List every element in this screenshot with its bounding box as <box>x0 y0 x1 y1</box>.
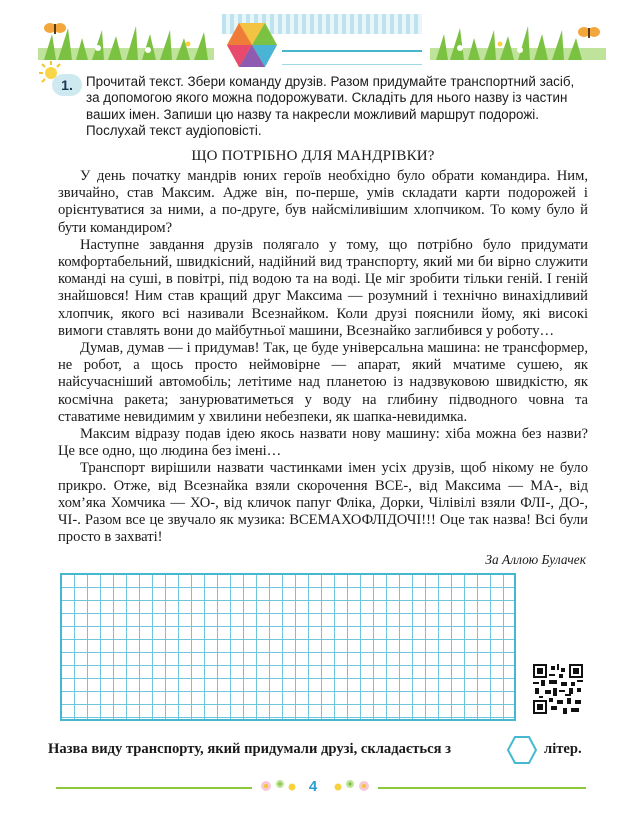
page-number: 4 <box>308 778 318 795</box>
story-paragraph: Транспорт вирішили назвати частинками імен усіх друзів, щоб нікому не було прикро. Отже, від Всезнайка взяли скорочення ВСЕ-, від Максима — МА-, від хом’яка Хомчика — ХО-, від кличок папуг Фліка, Дорки, Чілівілі взяли ФЛІ-, ДО-, ЧІ-. Разом все це звучало як музика: ВСЕМАХОФЛІДОЧІ!!! Оце так назва! Всі були просто в захваті! <box>58 460 588 546</box>
flower-icon <box>258 776 298 796</box>
flower-icon <box>332 776 372 796</box>
footer-divider <box>378 787 586 789</box>
answer-suffix: літер. <box>544 741 582 757</box>
story-paragraph: У день початку мандрів юних героїв необхідно було обрати командира. Ним, звичайно, став Максим. Адже він, по-перше, умів складати карти подорожей і орієнтуватися за ними, а по-друге, був найсміливішим хлопчиком. То кому було й бути командиром? <box>58 168 588 236</box>
grass-butterfly-decoration <box>38 20 214 60</box>
footer-divider <box>56 787 252 789</box>
qr-code-icon[interactable] <box>533 664 583 714</box>
grass-butterfly-decoration <box>430 20 606 60</box>
story-author: За Аллою Булачек <box>485 552 586 567</box>
story-title: ЩО ПОТРІБНО ДЛЯ МАНДРІВКИ? <box>191 148 435 164</box>
story-body <box>58 168 588 546</box>
header-banner <box>222 8 422 68</box>
drawing-grid[interactable] <box>60 573 516 721</box>
story-paragraph: Максим відразу подав ідею якось назвати нову машину: хіба можна без назви? Це все одно, що людина без імені… <box>58 426 588 460</box>
story-paragraph: Думав, думав — і придумав! Так, це буде універсальна машина: не трансформер, не робот, а щось просто неймовірне — апарат, який мчатиме сушею, як найсучасніший автомобіль; летітиме над планетою із надзвуковою швидкістю, як космічна ракета; занурюватиметься у воду на глибину підводного човна та ставатиме невидимим у хвилини небезпеки, як шапка-невидимка. <box>58 340 588 425</box>
hexagon-logo-icon <box>226 22 278 68</box>
answer-hexagon-box[interactable] <box>506 735 538 765</box>
task-instructions: Прочитай текст. Збери команду друзів. Разом придумайте транспортний засіб, за допомогою якого можна подорожувати. Складіть для нього назву із частин ваших імен. Запиши цю назву та накресли можливий маршрут подорожі. Послухай текст аудіоповісті. <box>86 74 575 139</box>
task-number: 1. <box>52 74 82 96</box>
story-paragraph: Наступне завдання друзів полягало у тому, що потрібно було придумати комфортабельний, швидкісний, надійний вид транспорту, який ми би вірно служити команді на суші, в повітрі, під водою та на воді. Це міг зробити тільки геній. І геній знайшовся! Ним став кращий друг Максима — розумний і технічно винахідливий хлопчик, якого всі називали Всезнайком. Коли друзі пояснили йому, які високі вимоги ставлять вони до майбутньої машини, Всезнайко заглибився у роботу… <box>58 236 588 339</box>
answer-prefix: Назва виду транспорту, який придумали друзі, складається з <box>48 741 451 757</box>
